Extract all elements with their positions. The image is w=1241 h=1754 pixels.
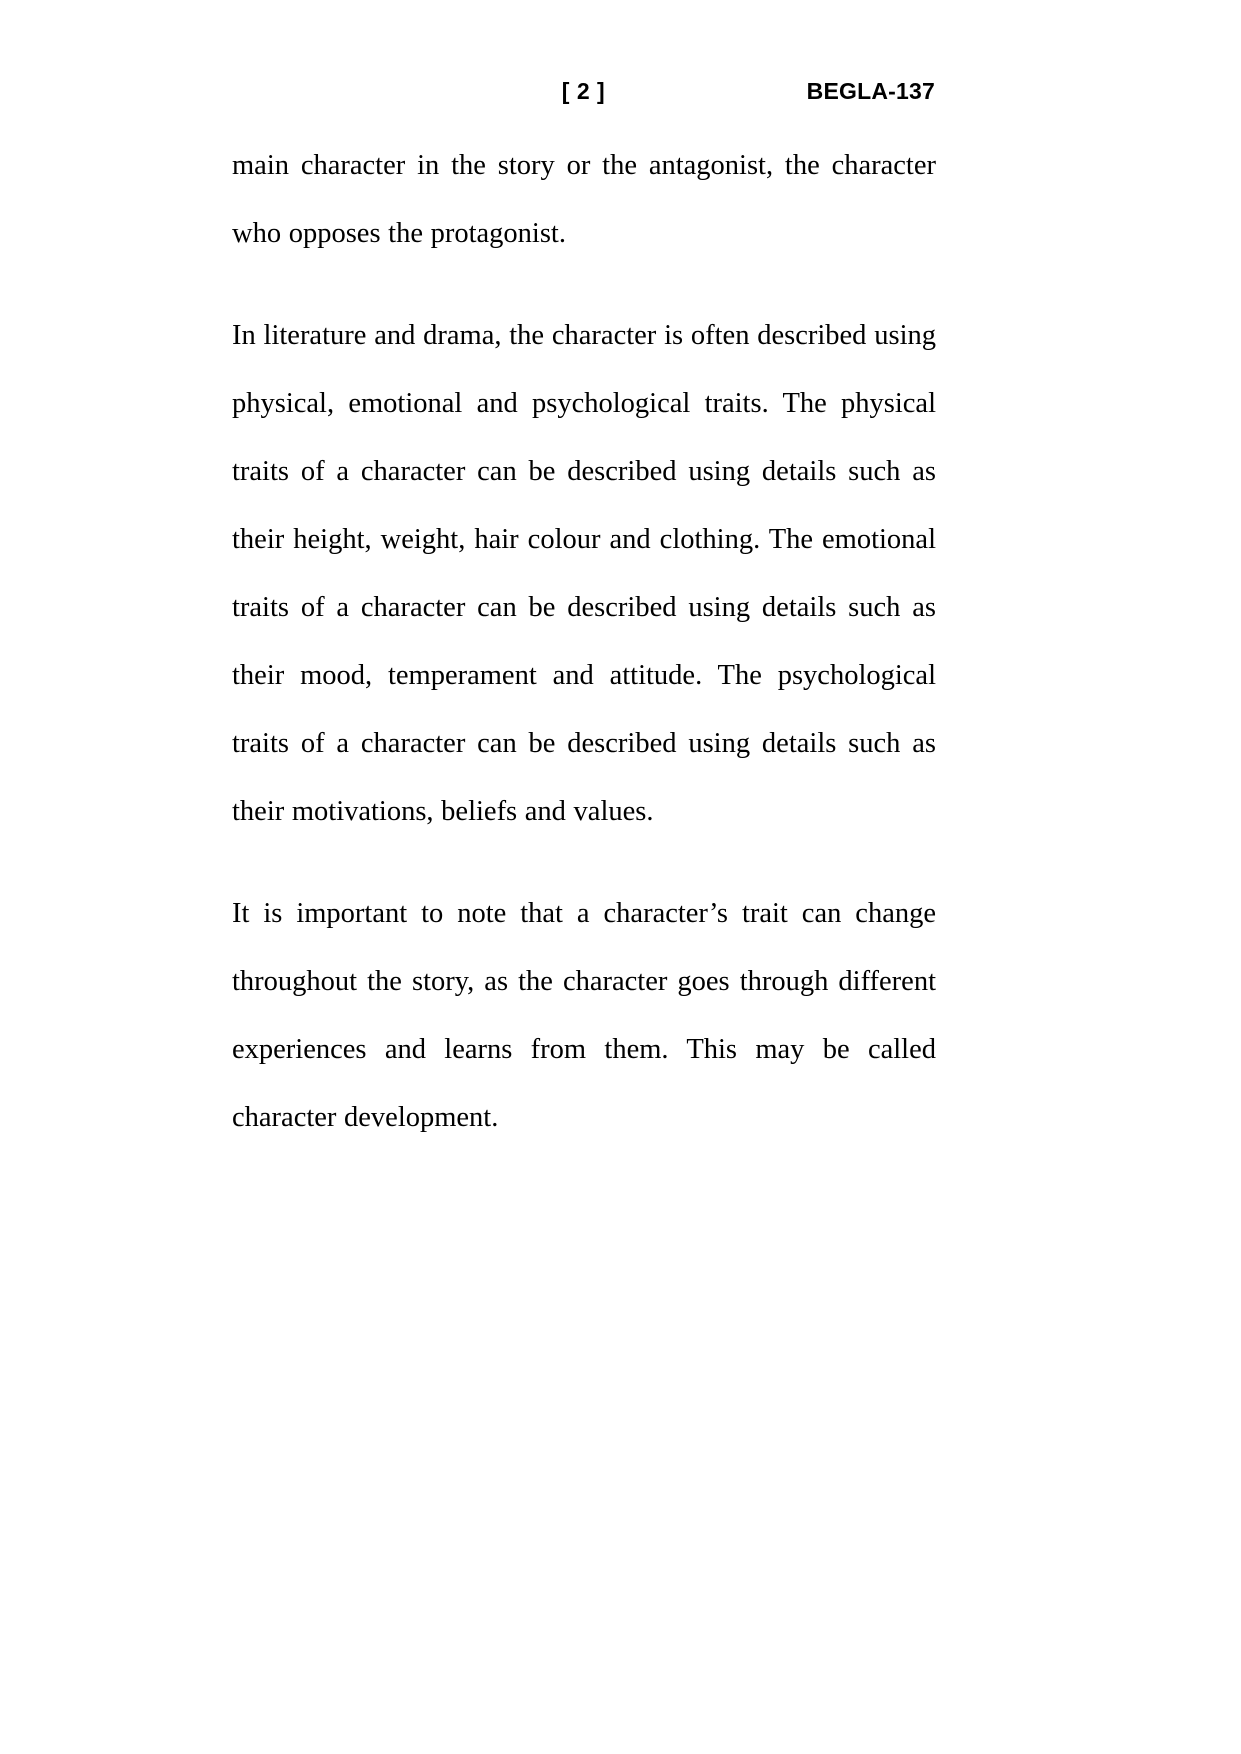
paragraph-2: In literature and drama, the character is often described using physical, emotional and psychological traits. The physical traits of a character can be described using details such as their height, weight, hair colour and clothing. The emotional traits of a character can be described using details such as their mood, temperament and attitude. The psychological traits of a character can be described using details such as their motivations, beliefs and values. (232, 320, 936, 827)
page-header (232, 74, 935, 108)
document-body (232, 132, 936, 1152)
course-code: BEGLA-137 (806, 78, 935, 104)
paragraph-1: main character in the story or the antagonist, the character who opposes the protagonist. (232, 150, 936, 249)
page-number: [ 2 ] (561, 78, 606, 104)
paragraph-3: It is important to note that a character’s trait can change throughout the story, as the character goes through different experiences and learns from them. This may be called character development. (232, 898, 936, 1133)
